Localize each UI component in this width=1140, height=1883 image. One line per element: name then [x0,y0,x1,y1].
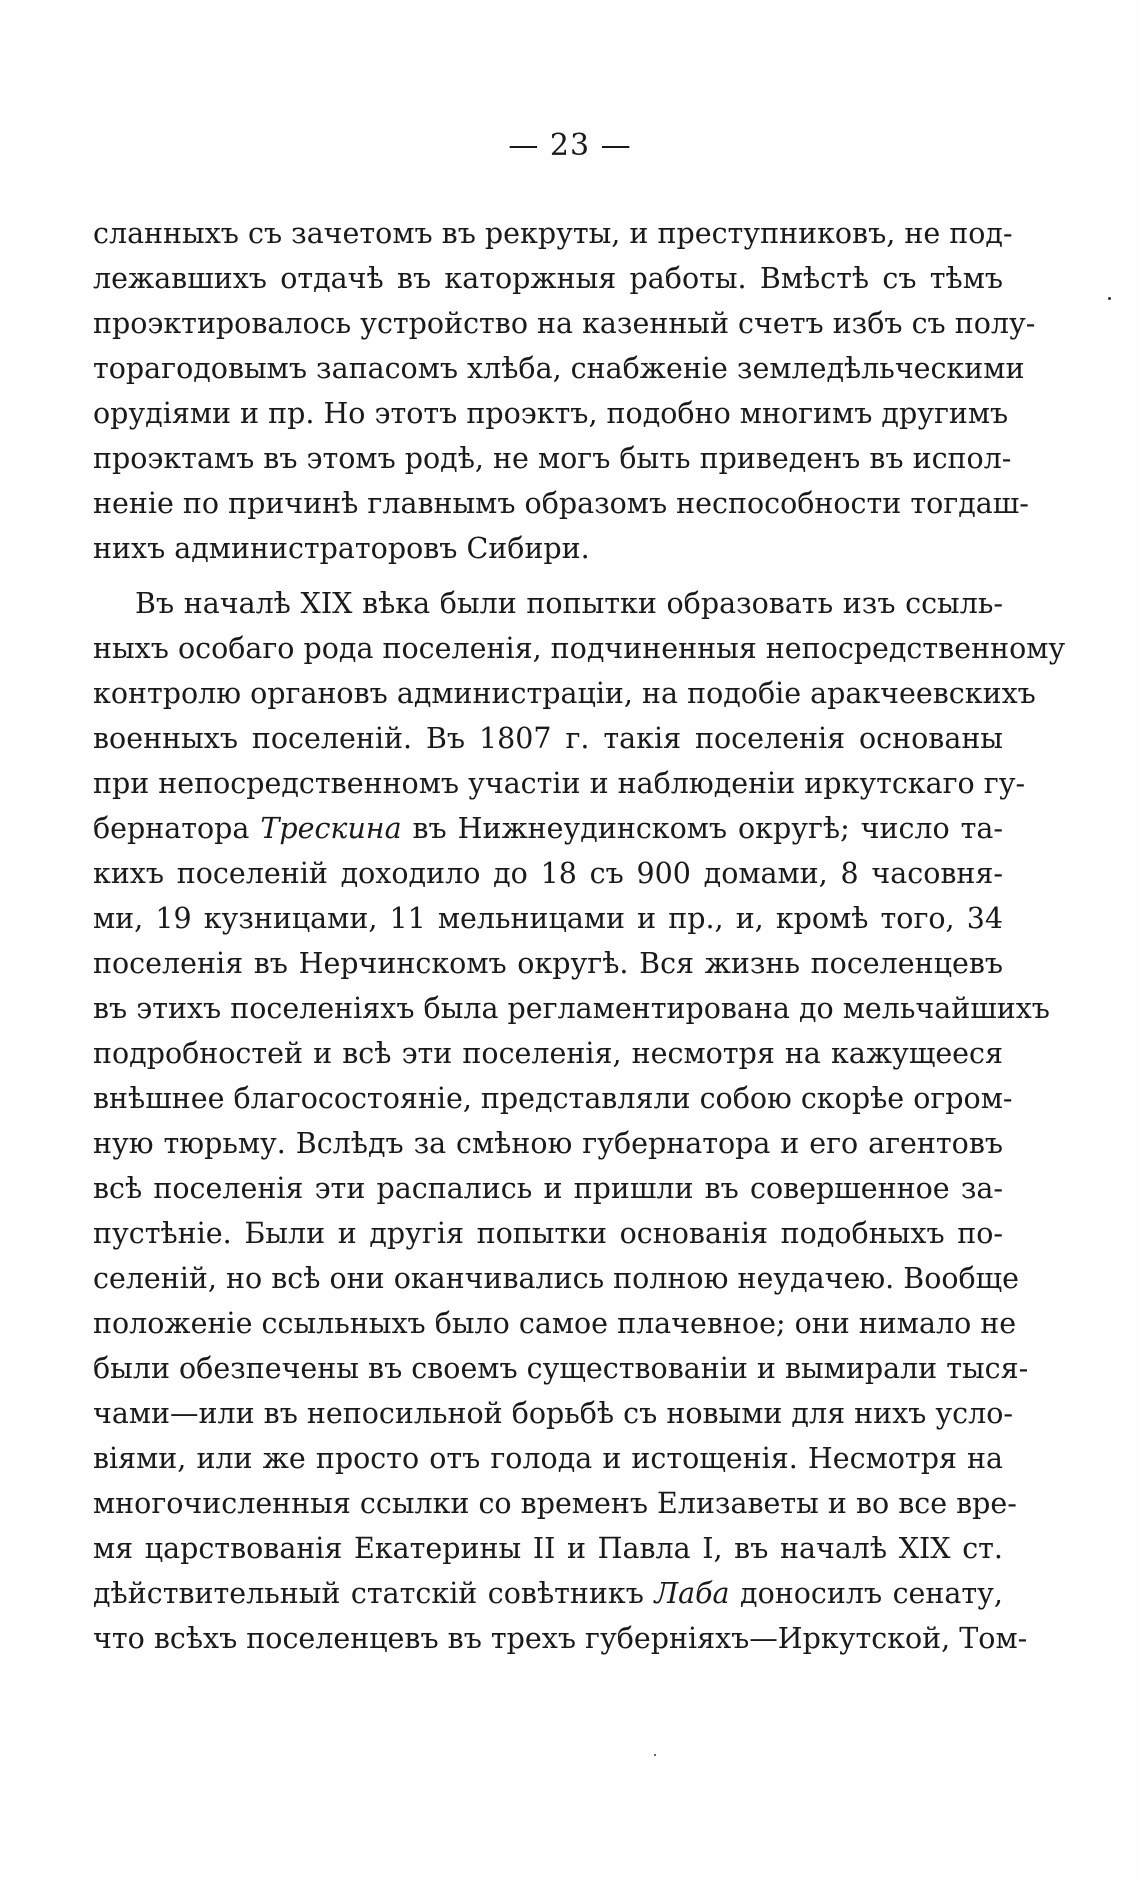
text-line: пустѣніе. Были и другія попытки основанія подобныхъ по- [93,1217,1003,1250]
text-span: доносилъ сенату, [729,1577,1003,1610]
paragraph-1 [93,211,1036,571]
page-number: — 23 — [508,128,632,163]
text-line: были обезпечены въ своемъ существованіи и вымирали тыся- [93,1352,1029,1385]
text-line: орудіями и пр. Но этотъ проэктъ, подобно многимъ другимъ [93,397,1009,430]
text-line: многочисленныя ссылки со временъ Елизаветы и во все вре- [93,1487,1017,1520]
text-span: бернатора [93,812,261,845]
text-line: внѣшнее благосостояніе, представляли собою скорѣе огром- [93,1082,1013,1115]
paragraph-2 [93,581,1066,1661]
text-line: віями, или же просто отъ голода и истощенія. Несмотря на [93,1442,1003,1475]
text-line: нихъ администраторовъ Сибири. [93,532,590,565]
text-line: при непосредственномъ участіи и наблюденіи иркутскаго гу- [93,767,1026,800]
text-line: военныхъ поселеній. Въ 1807 г. такія поселенія основаны [93,722,1003,755]
italic-name-laba: Лаба [654,1577,730,1610]
text-line: сланныхъ съ зачетомъ въ рекруты, и преступниковъ, не под- [93,217,1013,250]
text-span: въ Нижнеудинскомъ округѣ; число та- [401,812,1003,845]
text-line: подробностей и всѣ эти поселенія, несмотря на кажущееся [93,1037,1003,1070]
text-line: проэктировалось устройство на казенный счетъ избъ съ полу- [93,307,1036,340]
text-line: неніе по причинѣ главнымъ образомъ неспособности тогдаш- [93,487,1029,520]
text-line-with-italic [93,806,1003,851]
text-line: торагодовымъ запасомъ хлѣба, снабженіе земледѣльческими [93,352,1025,385]
text-line: контролю органовъ администраціи, на подобіе аракчеевскихъ [93,677,1036,710]
text-line-with-italic [93,1571,1003,1616]
text-line: въ этихъ поселеніяхъ была регламентирована до мельчайшихъ [93,992,1050,1025]
text-line: чами—или въ непосильной борьбѣ съ новыми для нихъ усло- [93,1397,1014,1430]
text-line: Въ началѣ XIX вѣка были попытки образовать изъ ссыль- [135,587,1003,620]
text-line: лежавшихъ отдачѣ въ каторжныя работы. Вмѣстѣ съ тѣмъ [93,262,1003,295]
body-text [93,211,1066,1661]
text-line: ную тюрьму. Вслѣдъ за смѣною губернатора и его агентовъ [93,1127,1003,1160]
italic-name-treskin: Трескина [260,812,402,845]
text-line: ныхъ особаго рода поселенія, подчиненныя непосредственному [93,632,1066,665]
text-line: ми, 19 кузницами, 11 мельницами и пр., и, кромѣ того, 34 [93,902,1003,935]
text-span: дѣйствительный статскій совѣтникъ [93,1577,655,1610]
text-line: что всѣхъ поселенцевъ въ трехъ губерніяхъ—Иркутской, Том- [93,1622,1028,1655]
text-line: поселенія въ Нерчинскомъ округѣ. Вся жизнь поселенцевъ [93,947,1003,980]
text-line: проэктамъ въ этомъ родѣ, не могъ быть приведенъ въ испол- [93,442,1012,475]
text-line: всѣ поселенія эти распались и пришли въ совершенное за- [93,1172,1003,1205]
text-line: селеній, но всѣ они оканчивались полною неудачею. Вообще [93,1262,1020,1295]
scan-speck [1108,297,1111,300]
text-line: кихъ поселеній доходило до 18 съ 900 домами, 8 часовня- [93,857,1003,890]
text-line: положеніе ссыльныхъ было самое плачевное; они нимало не [93,1307,1017,1340]
scan-speck [654,1754,656,1756]
text-line: мя царствованія Екатерины II и Павла I, въ началѣ XIX ст. [93,1532,1003,1565]
